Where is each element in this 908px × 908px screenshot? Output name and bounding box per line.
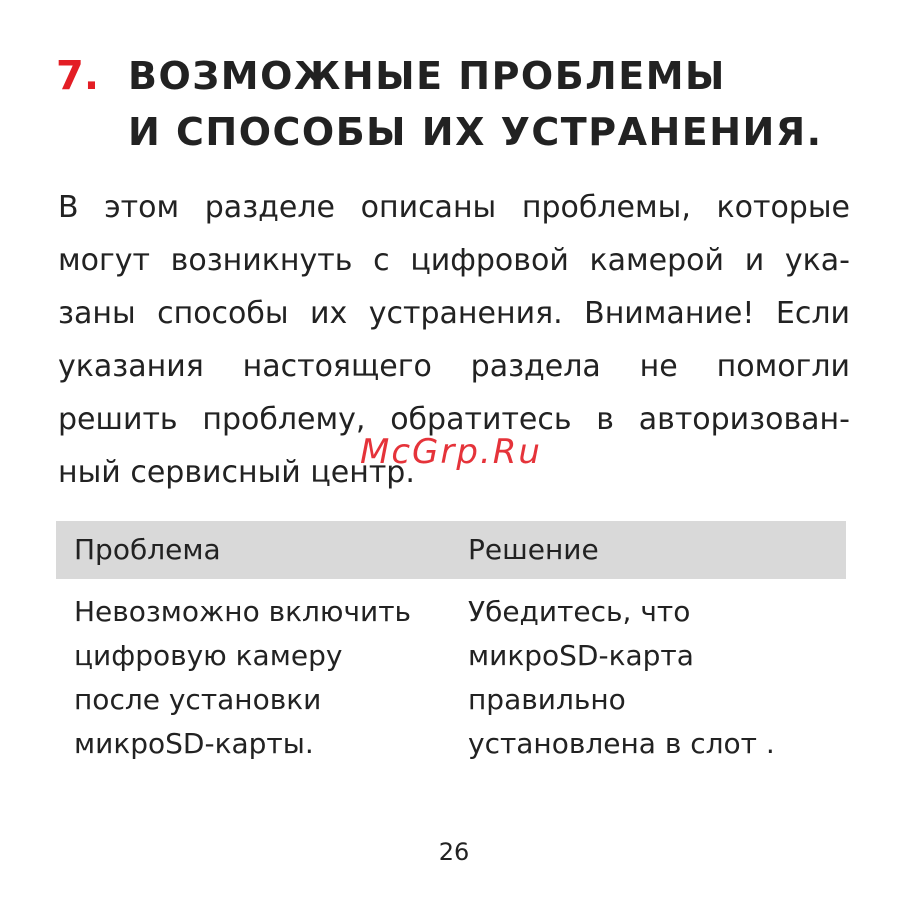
watermark: McGrp.Ru — [360, 432, 542, 472]
table-cell-solution — [468, 590, 775, 766]
intro-line-3: заны способы их устранения. Внимание! Если — [58, 296, 850, 331]
section-title-line-2: И СПОСОБЫ ИХ УСТРАНЕНИЯ. — [128, 110, 823, 154]
section-title — [128, 48, 823, 160]
intro-line-6: ный сервисный центр. — [58, 455, 415, 490]
solution-line: установлена в слот . — [468, 727, 775, 760]
section-number: 7. — [56, 53, 100, 99]
page-number: 26 — [438, 838, 470, 866]
solution-line: микроSD-карта — [468, 639, 694, 672]
table-cell-problem — [74, 590, 411, 766]
problem-line: после установки — [74, 683, 322, 716]
problem-line: микроSD-карты. — [74, 727, 314, 760]
intro-line-4: указания настоящего раздела не помогли — [58, 349, 850, 384]
intro-line-5: решить проблему, обратитесь в авторизован- — [58, 402, 850, 437]
solution-line: правильно — [468, 683, 626, 716]
intro-line-2: могут возникнуть с цифровой камерой и ука- — [58, 243, 850, 278]
table-header-row — [56, 521, 846, 579]
column-header-solution: Решение — [468, 533, 599, 566]
section-title-line-1: ВОЗМОЖНЫЕ ПРОБЛЕМЫ — [128, 54, 726, 98]
problem-line: Невозможно включить — [74, 595, 412, 628]
problem-line: цифровую камеру — [74, 639, 343, 672]
column-header-problem: Проблема — [74, 533, 221, 566]
intro-line-1: В этом разделе описаны проблемы, которые — [58, 190, 850, 225]
solution-line: Убедитесь, что — [468, 595, 691, 628]
